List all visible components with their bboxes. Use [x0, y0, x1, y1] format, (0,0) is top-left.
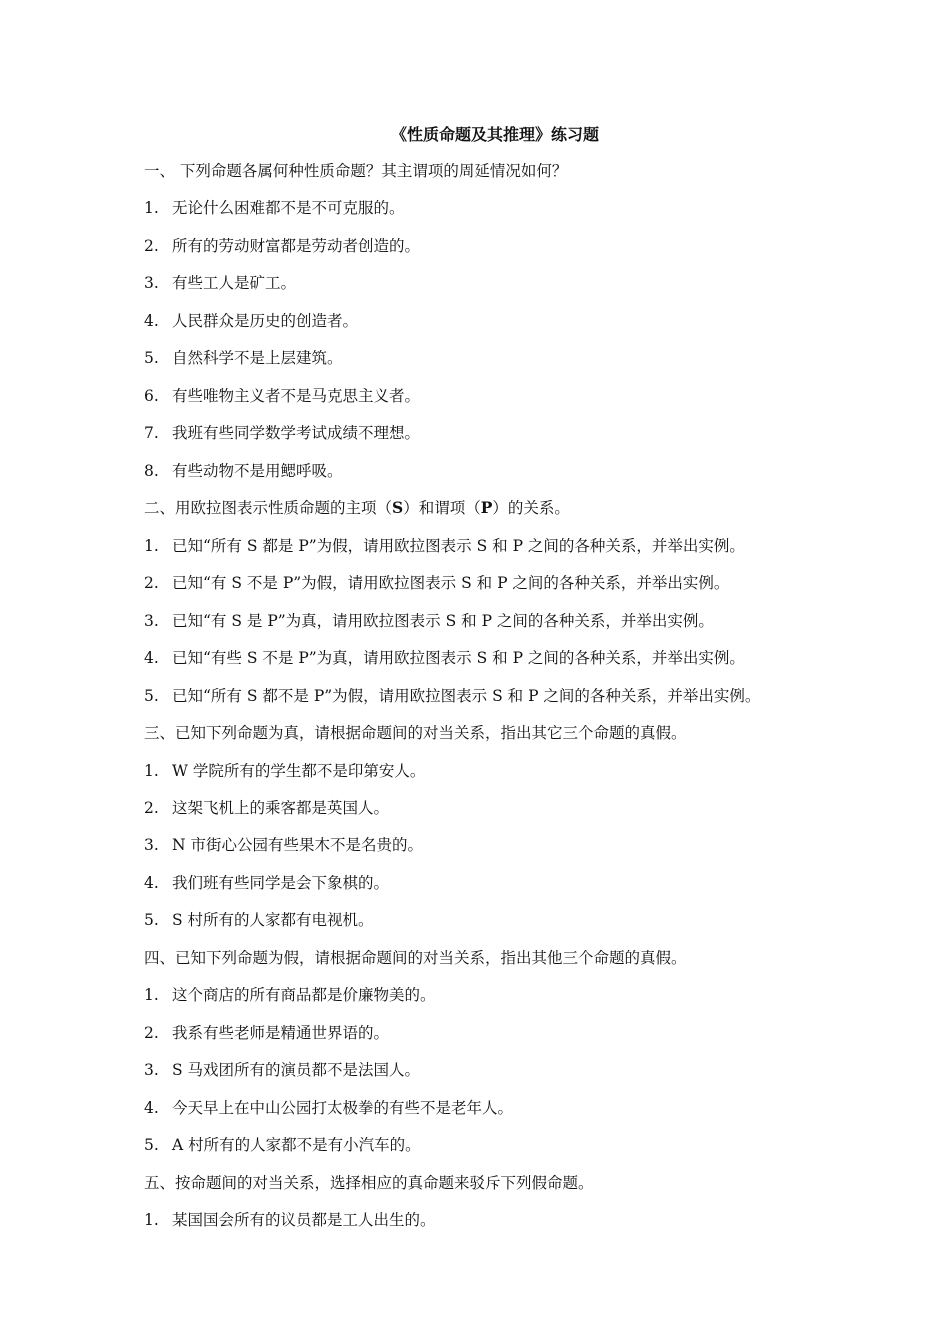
list-item: [144, 872, 844, 909]
item-text: S 马戏团所有的演员都不是法国人。: [172, 1061, 421, 1080]
list-item: [144, 235, 844, 272]
section-heading: 五、按命题间的对当关系，选择相应的真命题来驳斥下列假命题。: [144, 1173, 594, 1192]
list-item: [144, 1022, 844, 1059]
item-number: 1.: [144, 1211, 159, 1230]
section-heading: 四、已知下列命题为假，请根据命题间的对当关系，指出其他三个命题的真假。: [144, 948, 687, 967]
item-number: 3.: [144, 1061, 159, 1080]
list-item: [144, 197, 844, 234]
list-item: [144, 535, 844, 572]
item-number: 1.: [144, 199, 159, 218]
list-item: [144, 1209, 844, 1246]
item-number: 5.: [144, 1136, 159, 1155]
list-item: [144, 685, 844, 722]
heading-text: ）和谓项（: [403, 499, 481, 518]
list-item: [144, 572, 844, 609]
list-item: [144, 984, 844, 1021]
item-text: A 村所有的人家都不是有小汽车的。: [172, 1136, 421, 1155]
item-text: 已知“所有 S 都是 P”为假，请用欧拉图表示 S 和 P 之间的各种关系，并举出实例。: [172, 536, 745, 555]
item-text: 有些唯物主义者不是马克思主义者。: [172, 386, 421, 405]
item-number: 3.: [144, 274, 159, 293]
item-text: 已知“所有 S 都不是 P”为假，请用欧拉图表示 S 和 P 之间的各种关系，并举出实例。: [172, 686, 761, 705]
item-text: 某国国会所有的议员都是工人出生的。: [172, 1211, 436, 1230]
list-item: [144, 610, 844, 647]
item-number: 4.: [144, 873, 159, 892]
item-number: 1.: [144, 986, 159, 1005]
item-text: 已知“有些 S 不是 P”为真，请用欧拉图表示 S 和 P 之间的各种关系，并举出实例。: [172, 649, 745, 668]
list-item: [144, 310, 844, 347]
heading-text: ）的关系。: [492, 499, 570, 518]
item-number: 1.: [144, 761, 159, 780]
list-item: [144, 272, 844, 309]
item-text: 无论什么困难都不是不可克服的。: [172, 199, 405, 218]
item-text: 自然科学不是上层建筑。: [172, 349, 343, 368]
item-text: S 村所有的人家都有电视机。: [172, 911, 374, 930]
predicate-term: P: [480, 498, 493, 518]
item-text: 我们班有些同学是会下象棋的。: [172, 873, 390, 892]
item-number: 5.: [144, 349, 159, 368]
item-number: 8.: [144, 461, 159, 480]
item-text: 这架飞机上的乘客都是英国人。: [172, 798, 390, 817]
list-item: [144, 422, 844, 459]
list-item: [144, 797, 844, 834]
item-text: 所有的劳动财富都是劳动者创造的。: [172, 236, 421, 255]
item-text: W 学院所有的学生都不是印第安人。: [172, 761, 426, 780]
list-item: [144, 909, 844, 946]
item-text: 我班有些同学数学考试成绩不理想。: [172, 424, 421, 443]
list-item: [144, 834, 844, 871]
item-text: 有些工人是矿工。: [172, 274, 297, 293]
item-text: 已知“有 S 是 P”为真，请用欧拉图表示 S 和 P 之间的各种关系，并举出实例。: [172, 611, 714, 630]
subject-term: S: [392, 498, 404, 518]
item-number: 2.: [144, 798, 159, 817]
item-number: 2.: [144, 236, 159, 255]
heading-text: 二、用欧拉图表示性质命题的主项（: [144, 499, 393, 518]
item-number: 4.: [144, 311, 159, 330]
item-text: 这个商店的所有商品都是价廉物美的。: [172, 986, 436, 1005]
item-number: 5.: [144, 911, 159, 930]
item-number: 7.: [144, 424, 159, 443]
item-number: 2.: [144, 574, 159, 593]
list-item: [144, 1134, 844, 1171]
list-item: [144, 385, 844, 422]
item-text: 有些动物不是用鳃呼吸。: [172, 461, 343, 480]
item-number: 4.: [144, 649, 159, 668]
list-item: [144, 460, 844, 497]
item-text: 今天早上在中山公园打太极拳的有些不是老年人。: [172, 1098, 514, 1117]
item-number: 3.: [144, 611, 159, 630]
item-text: 人民群众是历史的创造者。: [172, 311, 359, 330]
list-item: [144, 1097, 844, 1134]
section-heading: 三、已知下列命题为真，请根据命题间的对当关系，指出其它三个命题的真假。: [144, 724, 687, 743]
exercise-body: [144, 160, 844, 1247]
list-item: [144, 1059, 844, 1096]
list-item: [144, 347, 844, 384]
document-title: 《性质命题及其推理》练习题: [390, 125, 599, 144]
item-text: N 市街心公园有些果木不是名贵的。: [172, 836, 423, 855]
item-number: 4.: [144, 1098, 159, 1117]
item-text: 我系有些老师是精通世界语的。: [172, 1023, 390, 1042]
item-number: 3.: [144, 836, 159, 855]
item-text: 已知“有 S 不是 P”为假，请用欧拉图表示 S 和 P 之间的各种关系，并举出实例。: [172, 574, 730, 593]
item-number: 2.: [144, 1023, 159, 1042]
list-item: [144, 647, 844, 684]
item-number: 6.: [144, 386, 159, 405]
list-item: [144, 760, 844, 797]
section-heading: 一、 下列命题各属何种性质命题？其主谓项的周延情况如何？: [144, 162, 568, 180]
section-heading: [144, 497, 844, 534]
item-number: 1.: [144, 536, 159, 555]
item-number: 5.: [144, 686, 159, 705]
